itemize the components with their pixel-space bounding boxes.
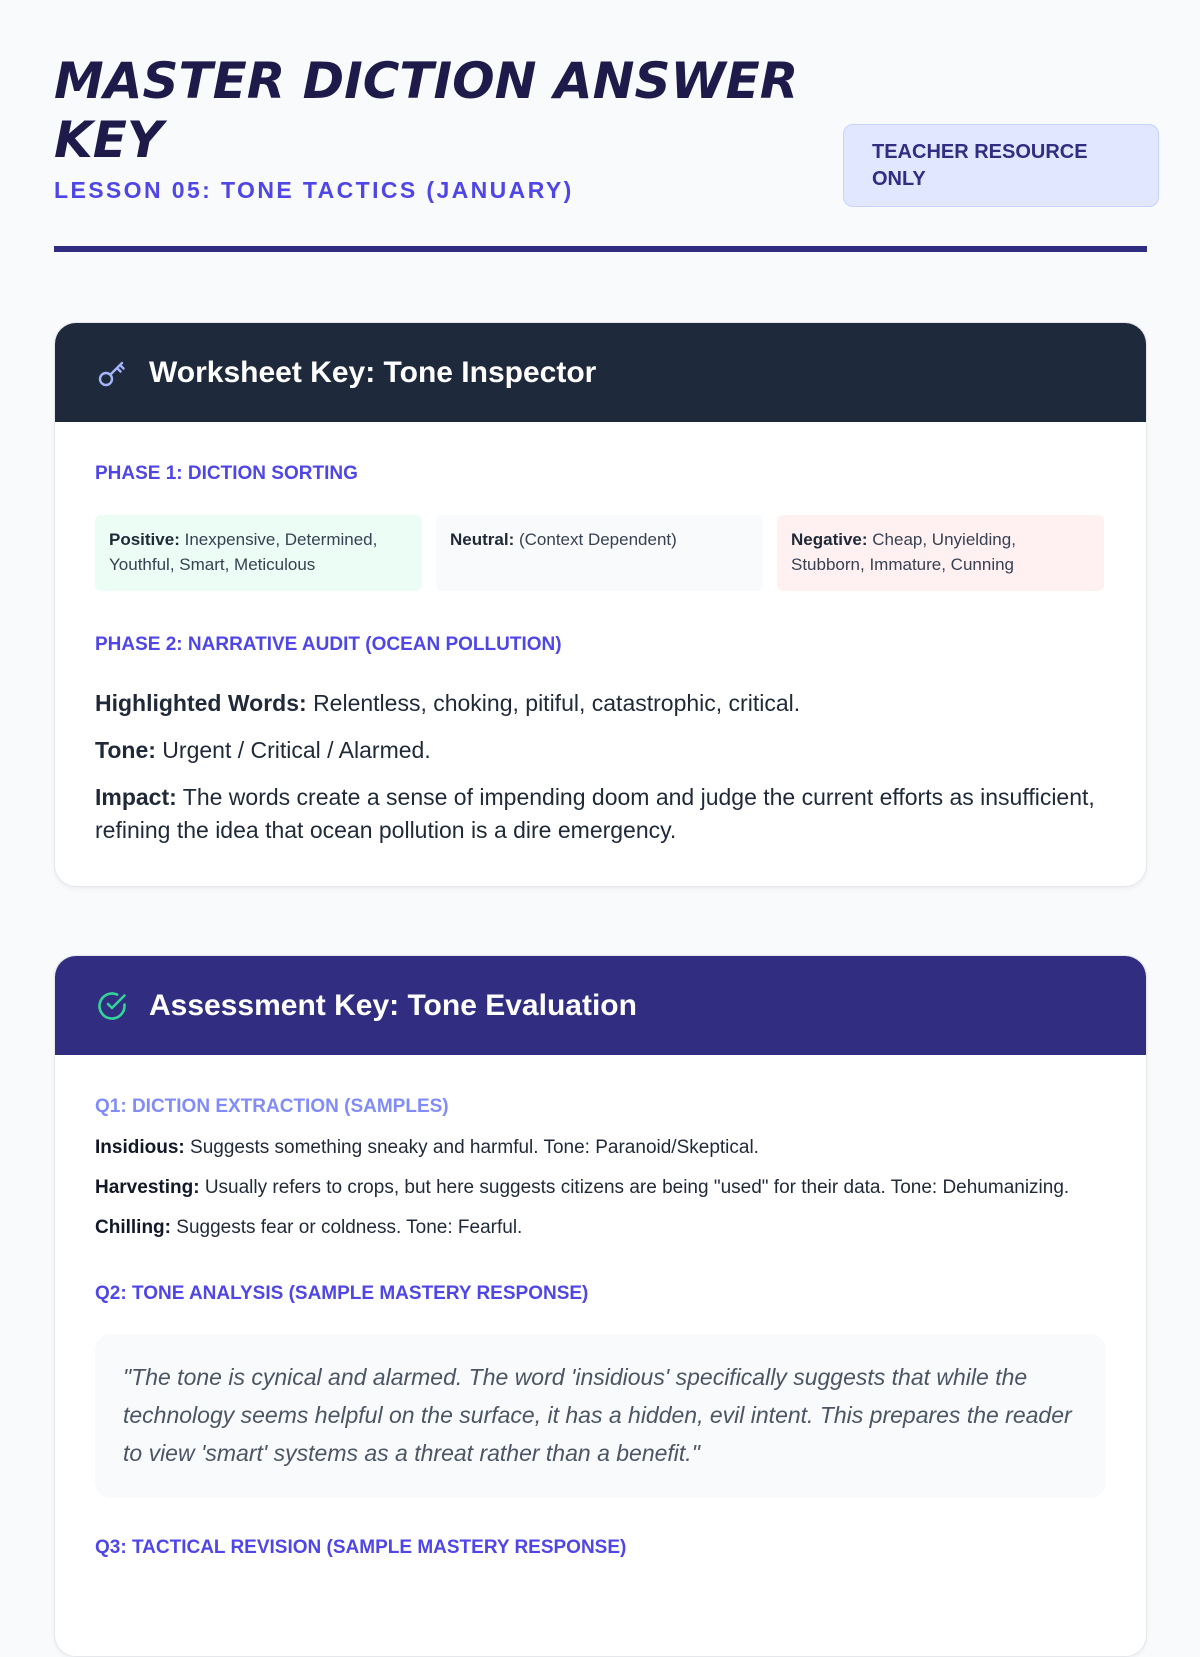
impact-label: Impact: — [95, 784, 177, 810]
phase2-label: PHASE 2: NARRATIVE AUDIT (OCEAN POLLUTION) — [95, 634, 562, 655]
tone-text: Urgent / Critical / Alarmed. — [162, 737, 431, 763]
q1-label: Q1: DICTION EXTRACTION (SAMPLES) — [95, 1096, 449, 1117]
negative-label: Negative: — [791, 530, 868, 549]
negative-box — [777, 515, 1104, 591]
check-circle-icon — [95, 989, 129, 1023]
worksheet-key-card — [54, 322, 1147, 887]
tone-line — [95, 734, 1106, 767]
q1-item-text: Suggests something sneaky and harmful. Tone: Paranoid/Skeptical. — [190, 1137, 759, 1158]
teacher-resource-badge: TEACHER RESOURCE ONLY — [843, 124, 1159, 207]
q1-item-term: Insidious: — [95, 1137, 185, 1158]
highlighted-words-line — [95, 687, 1106, 720]
q1-item-term: Harvesting: — [95, 1177, 200, 1198]
worksheet-key-header — [55, 323, 1146, 422]
impact-text: The words create a sense of impending doom and judge the current efforts as insufficient, refining the idea that ocean pollution is a dire emergency. — [95, 784, 1095, 843]
positive-label: Positive: — [109, 530, 180, 549]
q3-label: Q3: TACTICAL REVISION (SAMPLE MASTERY RESPONSE) — [95, 1537, 627, 1558]
assessment-key-header — [55, 956, 1146, 1055]
highlighted-words-text: Relentless, choking, pitiful, catastrophic, critical. — [313, 690, 801, 716]
worksheet-key-body — [55, 422, 1146, 847]
positive-box — [95, 515, 422, 591]
neutral-words: (Context Dependent) — [518, 530, 677, 549]
assessment-key-title: Assessment Key: Tone Evaluation — [149, 988, 637, 1022]
phase1-label: PHASE 1: DICTION SORTING — [95, 463, 358, 484]
diction-sorting-row — [95, 515, 1106, 591]
q1-item — [95, 1215, 1106, 1241]
key-icon — [95, 356, 129, 390]
assessment-key-card — [54, 955, 1147, 1657]
q1-item — [95, 1175, 1106, 1201]
q1-item-term: Chilling: — [95, 1217, 171, 1238]
header-divider — [54, 246, 1147, 252]
page-header — [54, 0, 1147, 254]
lesson-subtitle: LESSON 05: TONE TACTICS (JANUARY) — [54, 177, 574, 203]
q1-item — [95, 1135, 1106, 1161]
q1-item-text: Suggests fear or coldness. Tone: Fearful. — [176, 1217, 523, 1238]
q2-label: Q2: TONE ANALYSIS (SAMPLE MASTERY RESPONSE) — [95, 1283, 589, 1304]
page-title: MASTER DICTION ANSWER KEY — [54, 52, 799, 169]
positive-words: Inexpensive, Determined, Youthful, Smart, Meticulous — [109, 530, 378, 574]
answer-key-page — [54, 0, 1147, 1558]
negative-words: Cheap, Unyielding, Stubborn, Immature, Cunning — [791, 530, 1016, 574]
q1-item-text: Usually refers to crops, but here suggests citizens are being "used" for their data. Tone: Dehumanizing. — [204, 1177, 1070, 1198]
neutral-box — [436, 515, 763, 591]
q2-sample-response: "The tone is cynical and alarmed. The word 'insidious' specifically suggests that while the technology seems helpful on the surface, it has a hidden, evil intent. This prepares the reader to view 'smart' systems as a threat rather than a benefit." — [95, 1334, 1106, 1498]
neutral-label: Neutral: — [450, 530, 515, 549]
highlighted-words-label: Highlighted Words: — [95, 690, 307, 716]
impact-line — [95, 781, 1106, 847]
assessment-key-body — [55, 1055, 1146, 1560]
worksheet-key-title: Worksheet Key: Tone Inspector — [149, 355, 597, 389]
tone-label: Tone: — [95, 737, 156, 763]
